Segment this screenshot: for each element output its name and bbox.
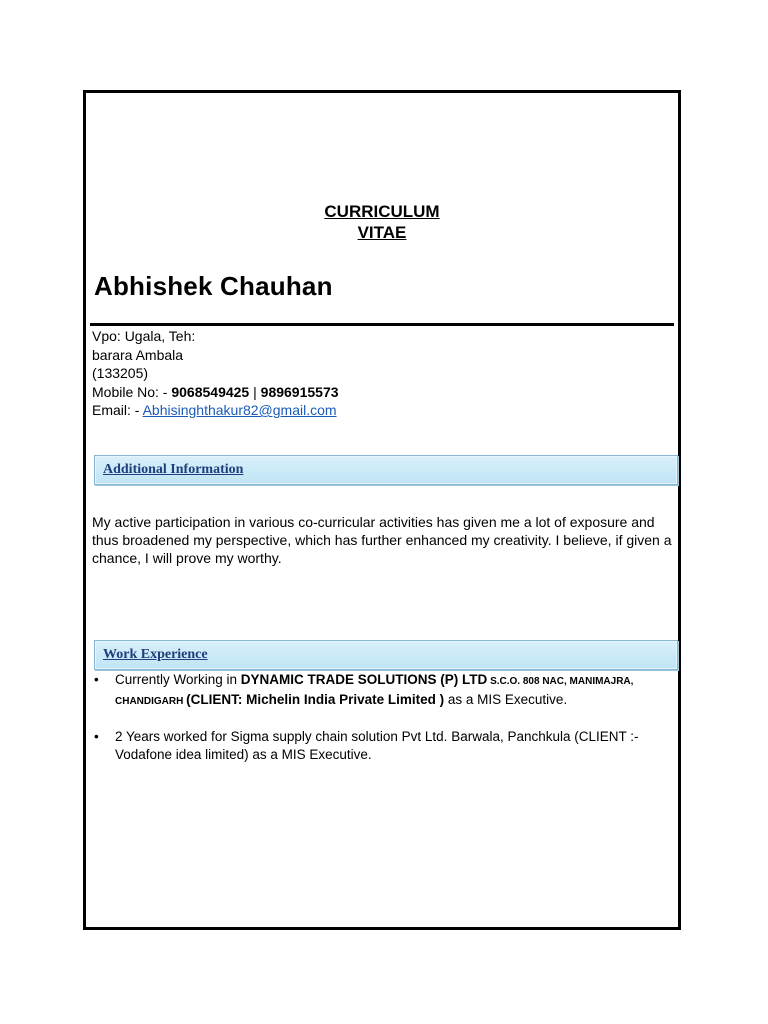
mobile-line bbox=[92, 383, 339, 402]
job-1-client: (CLIENT: Michelin India Private Limited ) bbox=[186, 691, 445, 707]
job-1-prefix: Currently Working in bbox=[115, 672, 241, 687]
email-label: Email: - bbox=[92, 402, 143, 418]
work-experience-title: Work Experience bbox=[103, 647, 208, 662]
work-experience-header bbox=[94, 640, 678, 670]
job-1-address: S.C.O. 808 NAC, MANIMAJRA, CHANDIGARH bbox=[115, 676, 634, 707]
mobile-number-1: 9068549425 bbox=[171, 383, 250, 400]
email-link[interactable]: Abhisinghthakur82@gmail.com bbox=[142, 402, 337, 418]
additional-info-header bbox=[94, 455, 678, 485]
mobile-separator: | bbox=[249, 383, 261, 400]
mobile-label: Mobile No: - bbox=[92, 383, 172, 400]
additional-info-title: Additional Information bbox=[103, 462, 244, 477]
candidate-name: Abhishek Chauhan bbox=[94, 271, 333, 301]
address-line-1: Vpo: Ugala, Teh: bbox=[92, 328, 196, 344]
address-line-2: barara Ambala bbox=[92, 346, 184, 363]
list-item: • Currently Working in DYNAMIC TRADE SOLUTIONS (P) LTD S.C.O. 808 NAC, MANIMAJRA, CHANDIGARH (CLIENT: Michelin India Private Limited ) as a MIS Executive. bbox=[94, 672, 634, 707]
email-line bbox=[92, 401, 339, 420]
job-1-suffix: as a MIS Executive. bbox=[444, 691, 568, 707]
title-line-curriculum: CURRICULUM bbox=[324, 202, 440, 221]
job-2-text: 2 Years worked for Sigma supply chain solution Pvt Ltd. Barwala, Panchkula (CLIENT :- Vodafone idea limited) as a MIS Executive. bbox=[115, 729, 639, 762]
document-title bbox=[86, 201, 678, 243]
work-experience-list bbox=[92, 671, 676, 781]
mobile-number-2: 9896915573 bbox=[260, 383, 339, 400]
job-1-company: DYNAMIC TRADE SOLUTIONS (P) LTD bbox=[240, 672, 488, 687]
address-pincode: (133205) bbox=[92, 365, 149, 381]
contact-block bbox=[92, 327, 339, 420]
list-item: • 2 Years worked for Sigma supply chain solution Pvt Ltd. Barwala, Panchkula (CLIENT :- Vodafone idea limited) as a MIS Executive. bbox=[94, 729, 639, 762]
title-line-vitae: VITAE bbox=[357, 223, 407, 242]
name-divider bbox=[90, 323, 674, 326]
cv-page-frame bbox=[83, 90, 681, 930]
additional-info-text: My active participation in various co-curricular activities has given me a lot of exposure and thus broadened my perspective, which has further enhanced my creativity. I believe, if given a chance, I will prove my worthy. bbox=[92, 514, 672, 566]
